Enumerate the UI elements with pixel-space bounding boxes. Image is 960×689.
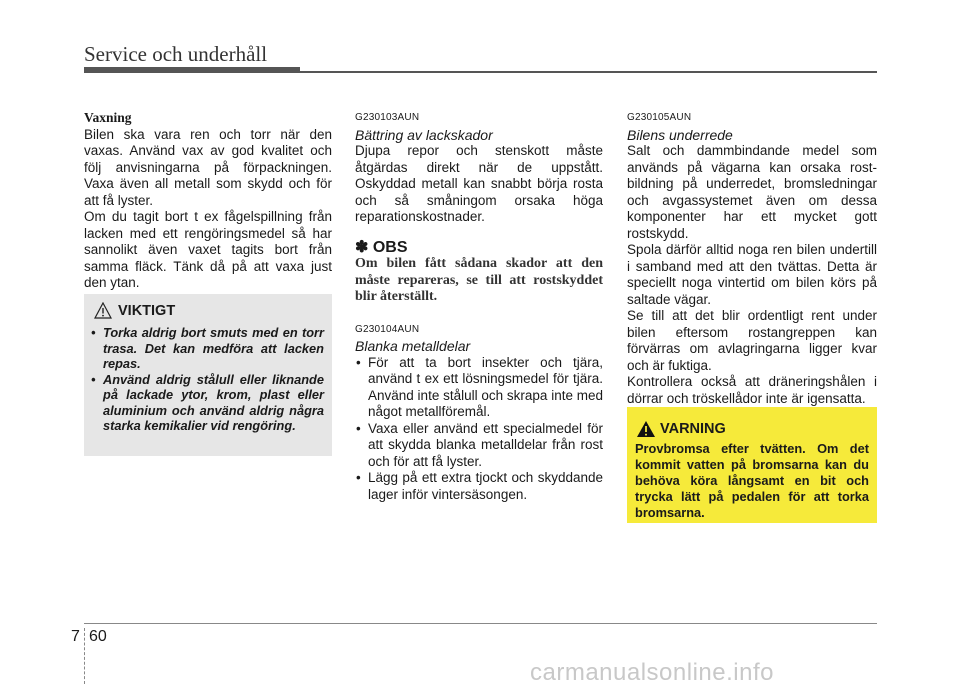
vaxning-para-1: Bilen ska vara ren och torr när den vaxas. Använd vax av god kvalitet och följ anvisningarna på förpackningen. Vaxa även all metall som skydd och för att få lyster. [84,126,332,208]
underrede-para-2: Spola därför alltid noga ren bilen undertill i samband med att den tvättas. Detta är speciellt noga vintertid om bilen körs på saltade vägar. [627,242,877,307]
vaxning-heading: Vaxning [84,110,132,125]
varning-title: VARNING [660,421,726,437]
right-column [627,110,877,407]
page-title: Service och underhåll [84,42,268,66]
warning-triangle-filled-icon [636,420,656,438]
viktigt-item: • Använd aldrig stålull eller liknande på lackade ytor, krom, plast eller aluminium och använd aldrig några starka kemikalier vid rengöring. [90,372,324,434]
obs-title: ✽ OBS [355,238,408,256]
footer-rule [84,623,877,624]
vaxning-para-2: Om du tagit bort t ex fågelspillning från lacken med ett rengöringsmedel så har sannolikt även vaxet tagits bort från samma fläck. Tänk då på att vaxa just den ytan. [84,209,332,290]
blanka-item: • För att ta bort insekter och tjära, använd t ex ett lösningsmedel för tjära. Använd inte stålull och skrapa inte med något metallföremål. [355,355,603,421]
underrede-para-4: Kontrollera också att dräneringshålen i dörrar och tröskellådor inte är igensatta. [627,374,877,406]
viktigt-item: • Torka aldrig bort smuts med en torr trasa. Det kan medföra att lacken repas. [90,325,324,372]
section-code: G230103AUN [355,112,420,123]
left-column [84,110,332,292]
section-code: G230105AUN [627,112,692,123]
varning-box [627,407,877,523]
varning-text: Provbromsa efter tvätten. Om det kommit vatten på bromsarna kan du behöva köra långsamt en bit och trycka lätt på pedalen för att torka bromsarna. [635,441,869,520]
watermark: carmanualsonline.info [530,659,774,686]
viktigt-box [84,294,332,456]
underrede-para-1: Salt och dammbindande medel som används på vägarna kan orsaka rost-bildning på underredet, bromsledningar och avgassystemet även om dessa komponenter har ett mycket gott rostskydd. [627,143,877,241]
header-bar [84,67,300,73]
battring-subhead: Bättring av lackskador [355,126,493,143]
section-code: G230104AUN [355,323,420,335]
blanka-subhead: Blanka metalldelar [355,338,471,354]
page-number: 60 [89,628,107,645]
viktigt-title: VIKTIGT [118,303,176,319]
blanka-item: • Lägg på ett extra tjockt och skyddande lager inför vintersäsongen. [355,470,603,503]
blanka-list [355,355,603,504]
underrede-para-3: Se till att det blir ordentligt rent under bilen eftersom rostangreppen kan förvärras om avlagringarna ligger kvar och är fuktiga. [627,308,877,373]
blanka-item: • Vaxa eller använd ett specialmedel för att skydda blanka metalldelar från rost och för att få lyster. [355,421,603,471]
middle-column [355,110,603,503]
header-rule [300,71,877,73]
footer-divider [84,628,85,684]
underrede-subhead: Bilens underrede [627,126,733,143]
chapter-number: 7 [71,628,80,645]
warning-triangle-outline-icon [94,302,112,319]
viktigt-list [90,325,324,434]
obs-text: Om bilen fått sådana skador att den måste repareras, se till att rostskyddet blir återställt. [355,256,603,304]
battring-para: Djupa repor och stenskott måste åtgärdas direkt när de uppstått. Oskyddad metall kan snabbt börja rosta och så småningom orsaka höga reparationskostnader. [355,143,603,224]
